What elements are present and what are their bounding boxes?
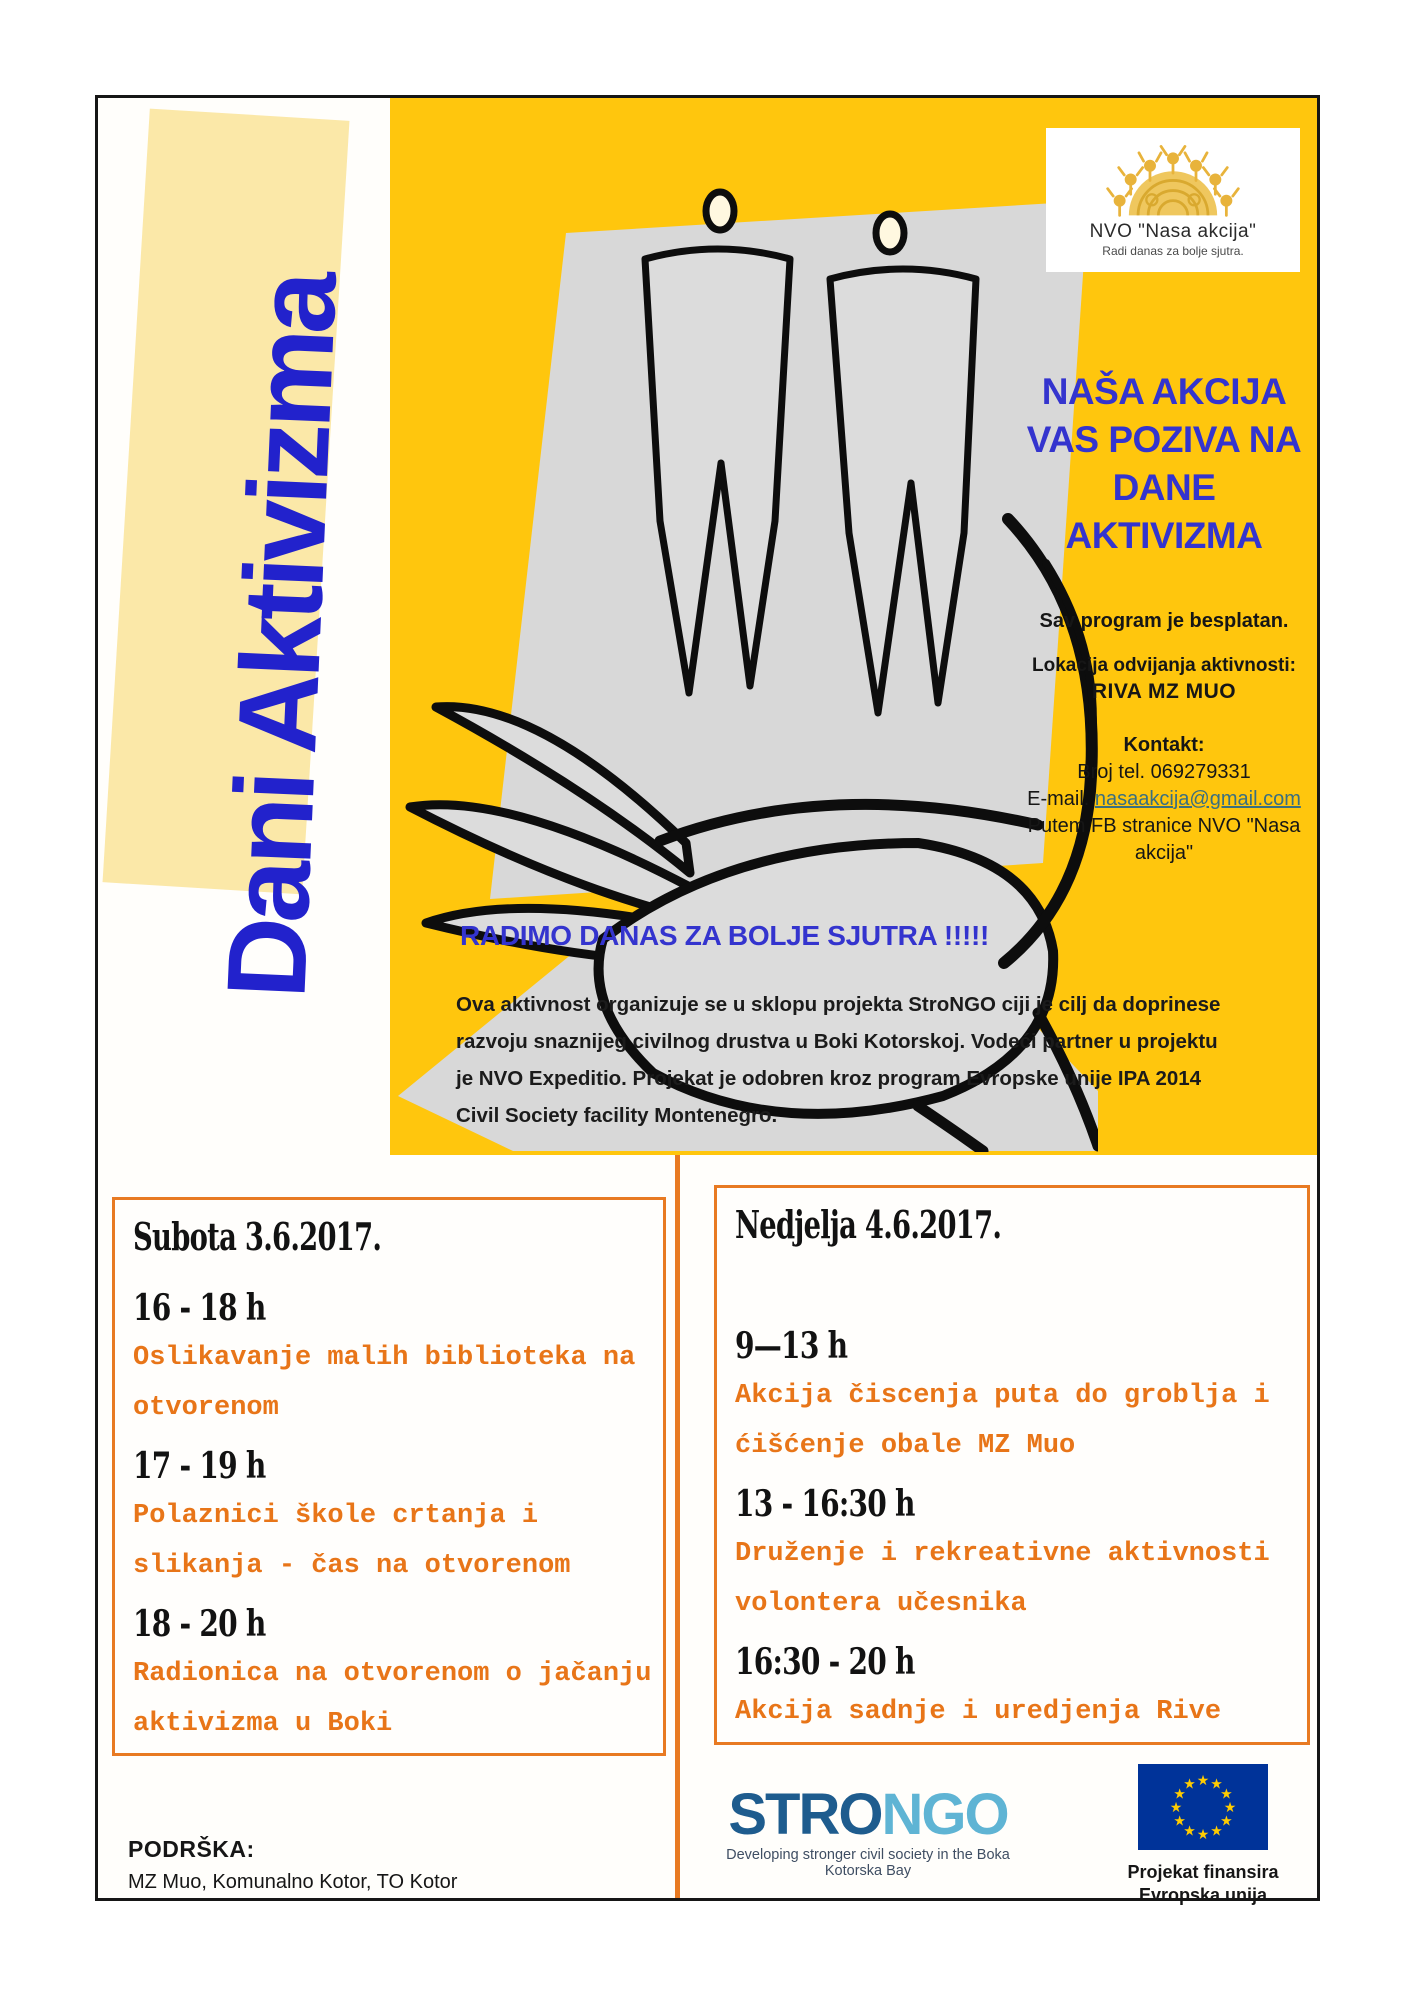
schedule-time: 17 - 19 h [133, 1445, 266, 1487]
support-label: PODRŠKA: [128, 1836, 255, 1862]
svg-text:★: ★ [1169, 1800, 1183, 1816]
schedule-activity: volontera učesnika [735, 1589, 1027, 1619]
svg-text:★: ★ [1183, 1823, 1196, 1840]
phone-line: Broj tel. 069279331 [1077, 761, 1251, 783]
schedule-day-heading: Subota 3.6.2017. [133, 1214, 382, 1259]
location-value: RIVA MZ MUO [1091, 680, 1237, 703]
location-label: Lokacija odvijanja aktivnosti: [1032, 655, 1296, 676]
invite-line: VAS POZIVA NA [1026, 419, 1302, 461]
schedule-time: 16 - 18 h [133, 1287, 266, 1329]
invite-line: NAŠA AKCIJA [1041, 371, 1287, 412]
slogan-heading: RADIMO DANAS ZA BOLJE SJUTRA !!!!! [460, 920, 990, 951]
schedule-activity: slikanja - čas na otvorenom [133, 1551, 571, 1581]
schedule-activity: ćišćenje obale MZ Muo [735, 1431, 1076, 1461]
facebook-line-1: Putem FB stranice NVO "Nasa [1027, 815, 1301, 837]
svg-text:★: ★ [1223, 1800, 1237, 1816]
schedule-activity: Radionica na otvorenom o jačanju [133, 1659, 652, 1689]
about-line: Ova aktivnost organizuje se u sklopu projekta StroNGO ciji je cilj da doprinese [456, 993, 1221, 1016]
svg-text:★: ★ [1196, 1773, 1210, 1789]
schedule-saturday [112, 1197, 666, 1756]
sun-people-icon [1048, 128, 1298, 220]
svg-text:★: ★ [1173, 1786, 1186, 1803]
schedule-activity: otvorenom [133, 1393, 279, 1423]
logo-tagline: Radi danas za bolje sjutra. [1102, 244, 1244, 258]
invite-heading [1013, 368, 1315, 560]
schedule-divider [675, 1155, 680, 1898]
schedule-time: 9—13 h [735, 1325, 848, 1367]
svg-text:★: ★ [1196, 1827, 1210, 1843]
strongo-light-text: NGO [881, 1782, 1008, 1847]
schedule-activity: Akcija čiscenja puta do groblja i [735, 1381, 1270, 1411]
poster-title-vertical: Dani Aktivizma [203, 273, 360, 1001]
schedule-activity: Akcija sadnje i uredjenja Rive [735, 1697, 1222, 1727]
schedule-time: 13 - 16:30 h [735, 1483, 915, 1525]
eu-caption-line-1: Projekat finansira [1127, 1862, 1279, 1882]
eu-funding-block [1098, 1763, 1308, 1906]
about-line: Civil Society facility Montenegro. [456, 1104, 778, 1127]
contact-label: Kontakt: [1123, 734, 1205, 756]
schedule-day-heading: Nedjelja 4.6.2017. [735, 1202, 1002, 1247]
email-link[interactable]: nasaakcija@gmail.com [1094, 788, 1301, 810]
strongo-tagline: Developing stronger civil society in the Boka Kotorska Bay [726, 1847, 1010, 1879]
invite-line: AKTIVIZMA [1065, 515, 1263, 557]
schedule-activity: Polaznici škole crtanja i [133, 1501, 539, 1531]
svg-text:★: ★ [1210, 1776, 1223, 1793]
svg-text:★: ★ [1173, 1813, 1186, 1830]
email-label: E-mail. [1027, 788, 1095, 810]
support-orgs: MZ Muo, Komunalno Kotor, TO Kotor [128, 1871, 458, 1893]
schedule-activity: Druženje i rekreativne aktivnosti [735, 1539, 1270, 1569]
schedule-sunday [714, 1185, 1310, 1745]
svg-text:★: ★ [1210, 1823, 1223, 1840]
svg-text:★: ★ [1183, 1776, 1196, 1793]
eu-caption-line-2: Evropska unija [1138, 1884, 1268, 1905]
strongo-dark-text: STRO [728, 1782, 882, 1847]
schedule-activity: aktivizma u Boki [133, 1709, 393, 1739]
strongo-logo [698, 1782, 1038, 1879]
free-program-note: Sav program je besplatan. [1039, 610, 1289, 632]
facebook-line-2: akcija" [1134, 842, 1194, 864]
eu-caption [1098, 1861, 1308, 1906]
support-block [128, 1836, 457, 1894]
schedule-time: 18 - 20 h [133, 1603, 266, 1645]
email-line [1013, 788, 1315, 811]
about-line: razvoju snaznijeg civilnog drustva u Boki Kotorskoj. Vodeći partner u projektu [456, 1030, 1218, 1053]
about-paragraph [456, 986, 1256, 1134]
svg-text:★: ★ [1220, 1786, 1233, 1803]
about-line: je NVO Expeditio. Projekat je odobren kroz program Evropske unije IPA 2014 [456, 1067, 1202, 1090]
strongo-wordmark [698, 1782, 1038, 1847]
info-block [1013, 610, 1315, 869]
schedule-time: 16:30 - 20 h [735, 1641, 915, 1683]
schedule-activity: Oslikavanje malih biblioteka na [133, 1343, 636, 1373]
eu-flag-icon [1138, 1763, 1268, 1851]
invite-line: DANE [1112, 467, 1216, 509]
svg-text:★: ★ [1220, 1813, 1233, 1830]
logo-org-name: NVO "Nasa akcija" [1089, 221, 1257, 242]
nvo-logo [1046, 128, 1300, 272]
poster-frame [95, 95, 1320, 1905]
